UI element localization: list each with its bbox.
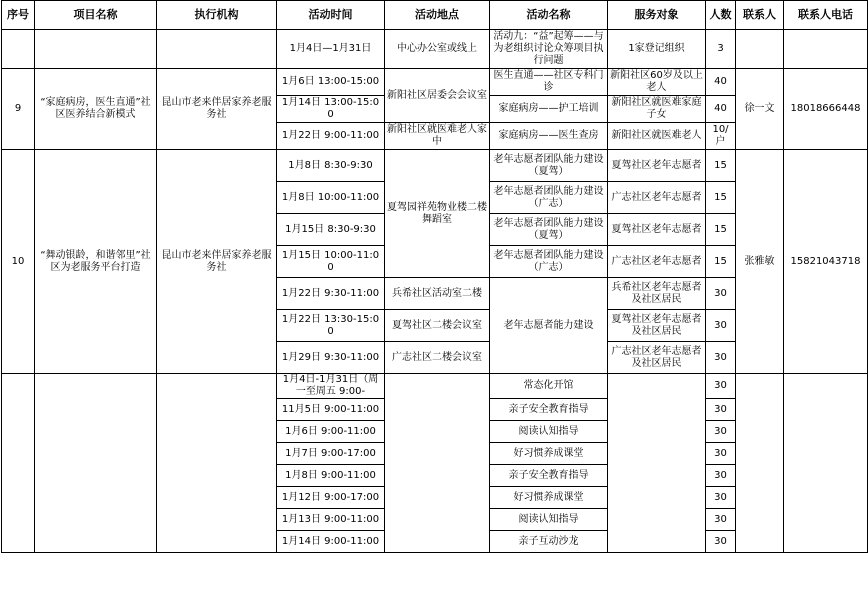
header-contact: 联系人 [736,1,784,30]
cell-target: 夏驾社区老年志愿者及社区居民 [608,310,706,342]
cell-count: 10/户 [706,123,736,150]
cell-activity: 阅读认知指导 [490,421,608,443]
cell-count: 30 [706,399,736,421]
header-activity: 活动名称 [490,1,608,30]
cell-target: 广志社区老年志愿者及社区居民 [608,342,706,374]
cell-time: 1月22日 9:30-11:00 [277,278,385,310]
cell-time: 1月15日 8:30-9:30 [277,214,385,246]
activity-schedule-table [1,0,868,553]
cell-time: 1月6日 13:00-15:00 [277,69,385,96]
cell-time: 1月13日 9:00-11:00 [277,509,385,531]
header-place: 活动地点 [385,1,490,30]
cell-target: 新阳社区就医难家庭子女 [608,96,706,123]
cell-activity: 亲子互动沙龙 [490,531,608,553]
cell-time: 1月8日 10:00-11:00 [277,182,385,214]
cell-place: 兵希社区活动室二楼 [385,278,490,310]
cell-activity: 老年志愿者团队能力建设（广志） [490,182,608,214]
cell-activity: 老年志愿者能力建设 [490,278,608,374]
cell-place: 新阳社区居委会会议室 [385,69,490,123]
cell-count: 30 [706,509,736,531]
cell-contact: 张雅敏 [736,150,784,374]
cell-contact [736,374,784,553]
cell-activity: 家庭病房——护工培训 [490,96,608,123]
cell-target: 广志社区老年志愿者 [608,246,706,278]
cell-time: 1月14日 13:00-15:00 [277,96,385,123]
cell-target: 1家登记组织 [608,30,706,69]
cell-time: 1月12日 9:00-17:00 [277,487,385,509]
table-row [2,69,868,96]
cell-org: 昆山市老来伴居家养老服务社 [157,69,277,150]
cell-activity: 亲子安全教育指导 [490,465,608,487]
cell-org [157,30,277,69]
cell-count: 30 [706,342,736,374]
cell-no: 10 [2,150,35,374]
cell-activity: 活动九：“益”起筹——与为老组织讨论众筹项目执行问题 [490,30,608,69]
cell-time: 1月4日-1月31日（周一至周五 9:00- [277,374,385,399]
table-row [2,30,868,69]
cell-count: 30 [706,421,736,443]
cell-count: 40 [706,96,736,123]
cell-time: 1月8日 8:30-9:30 [277,150,385,182]
header-org: 执行机构 [157,1,277,30]
table-row [2,374,868,399]
cell-target: 兵希社区老年志愿者及社区居民 [608,278,706,310]
cell-place: 中心办公室或线上 [385,30,490,69]
cell-time: 1月4日—1月31日 [277,30,385,69]
cell-count: 15 [706,246,736,278]
cell-target: 夏驾社区老年志愿者 [608,150,706,182]
cell-phone: 15821043718 [784,150,868,374]
cell-activity: 老年志愿者团队能力建设（广志） [490,246,608,278]
cell-activity: 阅读认知指导 [490,509,608,531]
cell-count: 15 [706,150,736,182]
cell-count: 15 [706,182,736,214]
cell-contact [736,30,784,69]
cell-activity: 亲子安全教育指导 [490,399,608,421]
cell-target: 新阳社区60岁及以上老人 [608,69,706,96]
cell-count: 30 [706,278,736,310]
cell-activity: 医生直通——社区专科门诊 [490,69,608,96]
cell-activity: 老年志愿者团队能力建设（夏驾） [490,150,608,182]
cell-time: 1月15日 10:00-11:00 [277,246,385,278]
cell-no [2,30,35,69]
cell-place: 夏驾园祥苑物业楼二楼舞蹈室 [385,150,490,278]
cell-time: 1月6日 9:00-11:00 [277,421,385,443]
cell-count: 3 [706,30,736,69]
table-row [2,150,868,182]
cell-time: 1月22日 13:30-15:00 [277,310,385,342]
cell-time: 1月22日 9:00-11:00 [277,123,385,150]
cell-project: “舞动银龄，和谐邻里”社区为老服务平台打造 [35,150,157,374]
header-phone: 联系人电话 [784,1,868,30]
cell-count: 30 [706,465,736,487]
cell-target: 夏驾社区老年志愿者 [608,214,706,246]
cell-count: 30 [706,443,736,465]
header-target: 服务对象 [608,1,706,30]
cell-activity: 家庭病房——医生查房 [490,123,608,150]
cell-target: 新阳社区就医难老人 [608,123,706,150]
cell-activity: 好习惯养成课堂 [490,443,608,465]
cell-phone [784,30,868,69]
cell-place [385,374,490,553]
header-no: 序号 [2,1,35,30]
cell-count: 40 [706,69,736,96]
cell-no [2,374,35,553]
cell-project [35,30,157,69]
cell-activity: 老年志愿者团队能力建设（夏驾） [490,214,608,246]
cell-target [608,374,706,553]
cell-time: 11月5日 9:00-11:00 [277,399,385,421]
cell-place: 夏驾社区二楼会议室 [385,310,490,342]
cell-project [35,374,157,553]
header-project: 项目名称 [35,1,157,30]
header-time: 活动时间 [277,1,385,30]
cell-place: 广志社区二楼会议室 [385,342,490,374]
cell-count: 30 [706,531,736,553]
cell-count: 30 [706,310,736,342]
cell-org [157,374,277,553]
cell-project: “家庭病房，医生直通”社区医养结合新模式 [35,69,157,150]
cell-no: 9 [2,69,35,150]
cell-count: 30 [706,487,736,509]
cell-time: 1月14日 9:00-11:00 [277,531,385,553]
cell-target: 广志社区老年志愿者 [608,182,706,214]
cell-phone [784,374,868,553]
cell-place: 新阳社区就医难老人家中 [385,123,490,150]
cell-time: 1月29日 9:30-11:00 [277,342,385,374]
cell-count: 30 [706,374,736,399]
header-row [2,1,868,30]
cell-count: 15 [706,214,736,246]
header-count: 人数 [706,1,736,30]
cell-time: 1月8日 9:00-11:00 [277,465,385,487]
cell-contact: 徐一文 [736,69,784,150]
cell-activity: 好习惯养成课堂 [490,487,608,509]
cell-org: 昆山市老来伴居家养老服务社 [157,150,277,374]
cell-activity: 常态化开馆 [490,374,608,399]
cell-time: 1月7日 9:00-17:00 [277,443,385,465]
cell-phone: 18018666448 [784,69,868,150]
